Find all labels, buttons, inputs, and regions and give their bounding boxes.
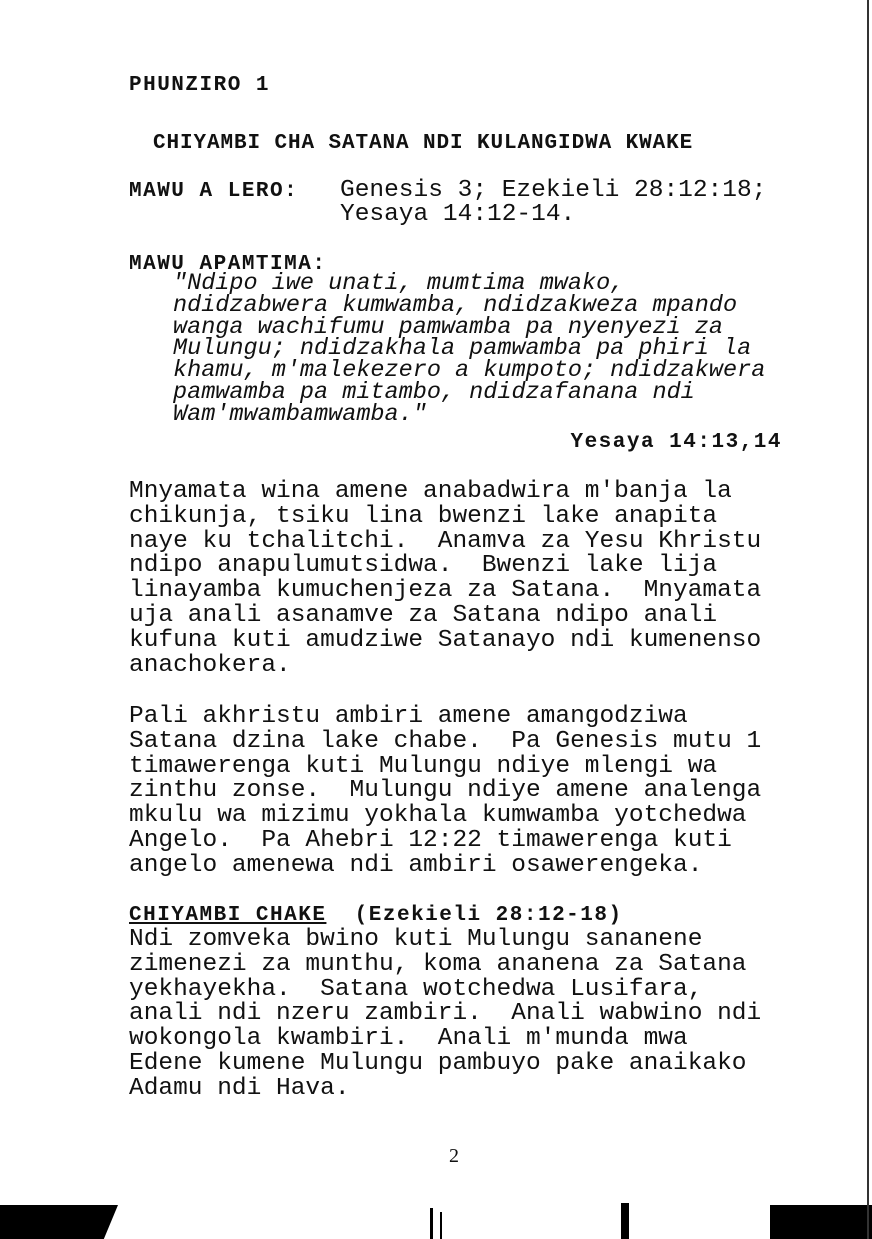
text-line: Adamu ndi Hava. [129, 1074, 350, 1102]
text-line: Mulungu; ndidzakhala pamwamba pa phiri la [173, 335, 752, 363]
text-line: timawerenga kuti Mulungu ndiye mlengi wa [129, 752, 718, 780]
text-line: Angelo. Pa Ahebri 12:22 timawerenga kuti [129, 826, 732, 854]
text-line: Pali akhristu ambiri amene amangodziwa [129, 703, 688, 730]
text-line: khamu, m'malekezero a kumpoto; ndidzakwera [173, 357, 766, 385]
text-line: zinthu zonse. Mulungu ndiye amene analenga [129, 777, 762, 805]
text-line: pamwamba pa mitambo, ndidzafanana ndi [173, 378, 695, 406]
text-line: Satana dzina lake chabe. Pa Genesis mutu 1 [129, 727, 762, 755]
scan-edge-mark [770, 1205, 872, 1239]
text-line: Wam'mwambamwamba." [173, 400, 427, 428]
page-number: 2 [449, 1145, 459, 1167]
text-line: naye ku tchalitchi. Anamva za Yesu Khristu [129, 527, 762, 555]
section-heading: CHIYAMBI CHAKE [129, 904, 327, 927]
text-line: wanga wachifumu pamwamba pa nyenyezi za [173, 313, 723, 341]
memory-verse-reference: Yesaya 14:13,14 [570, 431, 782, 454]
text-line: angelo amenewa ndi ambiri osawerengeka. [129, 851, 703, 879]
scan-edge-mark [440, 1212, 442, 1239]
text-line: Edene kumene Mulungu pambuyo pake anaikako [129, 1049, 747, 1077]
reading-ref: Yesaya 14:12-14. [340, 201, 576, 228]
memory-verse-label: MAWU APAMTIMA: [129, 253, 327, 276]
lesson-label: PHUNZIRO 1 [129, 74, 271, 97]
reading-ref: Genesis 3; Ezekieli 28:12:18; [340, 177, 767, 204]
scan-edge-mark [0, 1205, 118, 1239]
text-line: chikunja, tsiku lina bwenzi lake anapita [129, 502, 718, 530]
text-line: yekhayekha. Satana wotchedwa Lusifara, [129, 975, 703, 1003]
section-ref: (Ezekieli 28:12-18) [354, 904, 623, 927]
scan-edge-mark [621, 1203, 629, 1239]
text-line: mkulu wa mizimu yokhala kumwamba yotchedwa [129, 802, 747, 830]
text-line: "Ndipo iwe unati, mumtima mwako, [173, 270, 625, 297]
text-line: ndidzabwera kumwamba, ndidzakweza mpando [173, 291, 738, 319]
paragraph-3 [129, 928, 761, 1102]
reading-label: MAWU A LERO: [129, 180, 299, 203]
text-line: wokongola kwambiri. Anali m'munda mwa [129, 1025, 688, 1053]
text-line: zimenezi za munthu, koma ananena za Satana [129, 950, 747, 978]
text-line: anali ndi nzeru zambiri. Anali wabwino ndi [129, 1000, 762, 1028]
section-heading-row [129, 904, 623, 927]
text-line: Ndi zomveka bwino kuti Mulungu sananene [129, 926, 703, 953]
text-line: linayamba kumuchenjeza za Satana. Mnyamata [129, 577, 762, 605]
memory-verse-text [173, 270, 766, 428]
text-line: uja anali asanamve za Satana ndipo anali [129, 601, 718, 629]
lesson-title: CHIYAMBI CHA SATANA NDI KULANGIDWA KWAKE [153, 132, 694, 155]
scan-edge-mark [430, 1208, 433, 1239]
text-line: ndipo anapulumutsidwa. Bwenzi lake lija [129, 552, 718, 580]
text-line: kufuna kuti amudziwe Satanayo ndi kumenenso [129, 626, 762, 654]
text-line: anachokera. [129, 651, 291, 679]
paragraph-1 [129, 480, 761, 678]
scan-edge-line [867, 0, 869, 1239]
text-line: Mnyamata wina amene anabadwira m'banja la [129, 478, 732, 505]
paragraph-2 [129, 705, 761, 879]
